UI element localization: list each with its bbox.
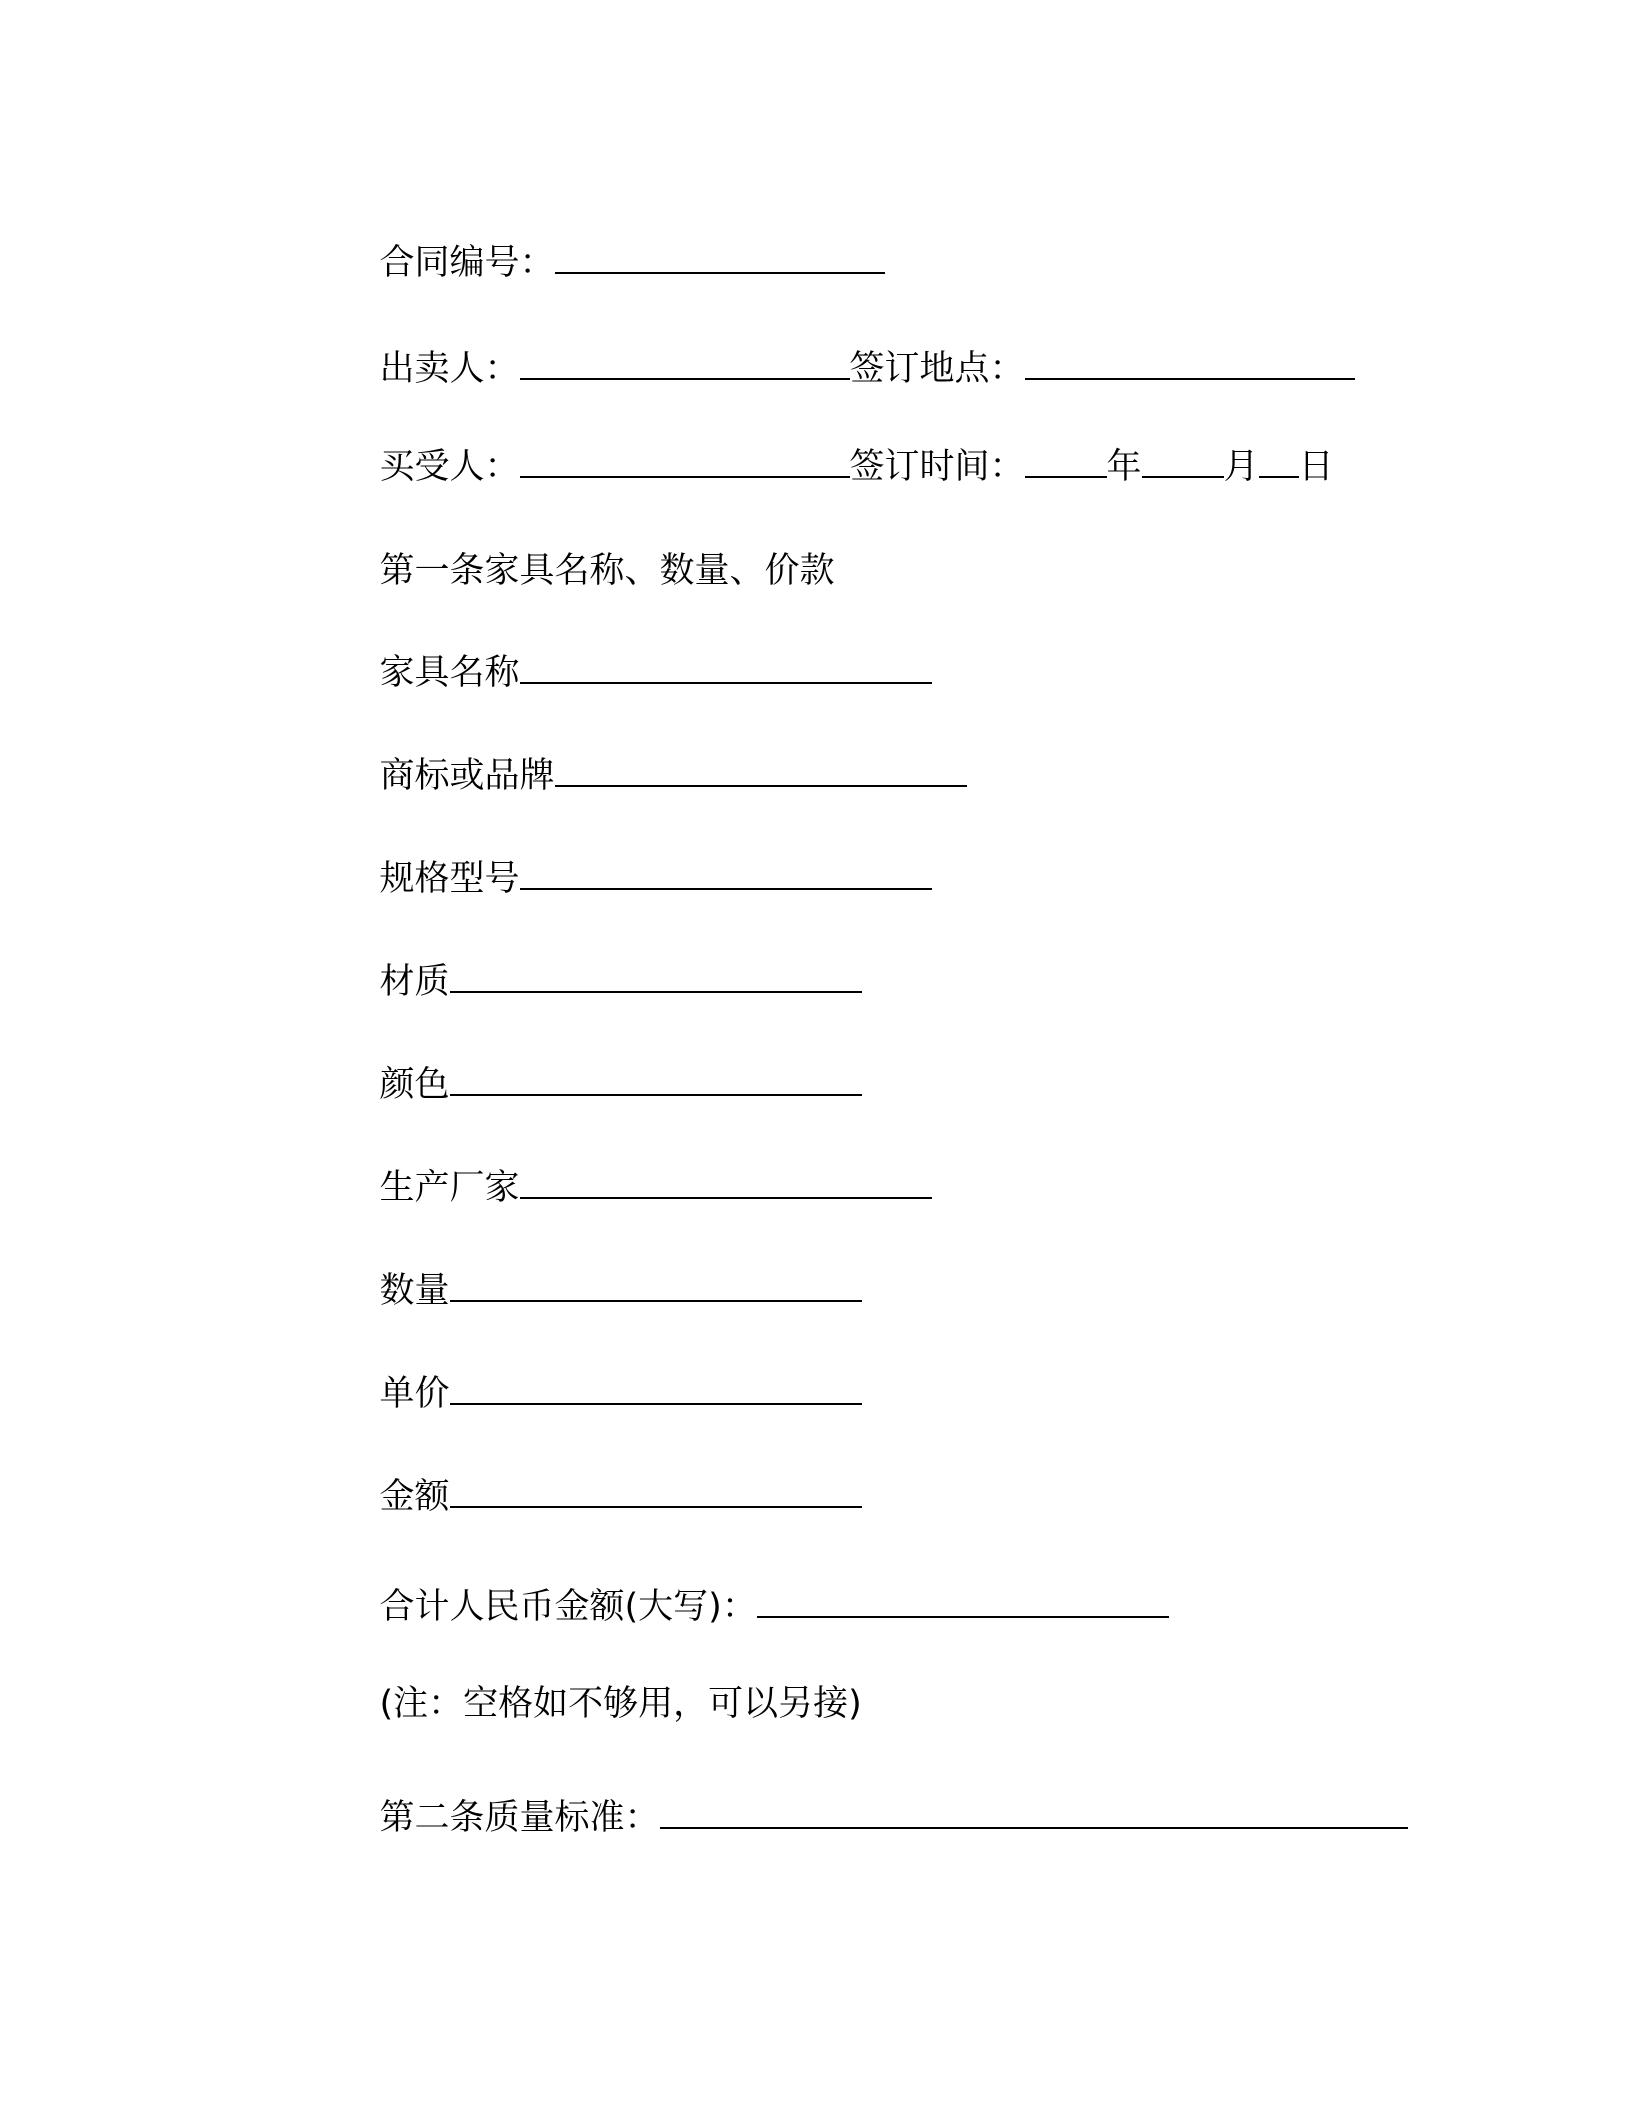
month-label: 月 bbox=[1223, 447, 1259, 487]
sign-day-blank[interactable] bbox=[1259, 446, 1299, 478]
seller-blank[interactable] bbox=[520, 348, 850, 380]
total-label: 合计人民币金额(大写)： bbox=[379, 1587, 757, 1627]
amount-label: 金额 bbox=[379, 1477, 450, 1517]
model-blank[interactable] bbox=[520, 858, 932, 890]
brand-label: 商标或品牌 bbox=[379, 756, 555, 796]
furniture-name-label: 家具名称 bbox=[379, 653, 520, 693]
sign-place-blank[interactable] bbox=[1025, 348, 1355, 380]
unit-price-blank[interactable] bbox=[450, 1373, 862, 1405]
year-label: 年 bbox=[1106, 447, 1142, 487]
quantity-blank[interactable] bbox=[450, 1270, 862, 1302]
color-blank[interactable] bbox=[450, 1064, 862, 1096]
model-label: 规格型号 bbox=[379, 859, 520, 899]
quantity-label: 数量 bbox=[379, 1271, 450, 1311]
buyer-label: 买受人： bbox=[379, 447, 520, 487]
contract-number-label: 合同编号： bbox=[379, 243, 555, 283]
sign-place-label: 签订地点： bbox=[849, 349, 1025, 389]
manufacturer-blank[interactable] bbox=[520, 1167, 932, 1199]
article2-label: 第二条质量标准： bbox=[379, 1798, 660, 1838]
buyer-blank[interactable] bbox=[520, 446, 850, 478]
furniture-name-blank[interactable] bbox=[520, 652, 932, 684]
contract-number-blank[interactable] bbox=[555, 242, 885, 274]
color-label: 颜色 bbox=[379, 1065, 450, 1105]
article1-title-text: 第一条家具名称、数量、价款 bbox=[379, 551, 835, 591]
amount-blank[interactable] bbox=[450, 1476, 862, 1508]
sign-time-label: 签订时间： bbox=[849, 447, 1025, 487]
manufacturer-label: 生产厂家 bbox=[379, 1168, 520, 1208]
seller-label: 出卖人： bbox=[379, 349, 520, 389]
note-row bbox=[335, 1638, 862, 1770]
material-blank[interactable] bbox=[450, 961, 862, 993]
sign-month-blank[interactable] bbox=[1142, 446, 1224, 478]
note-text: (注：空格如不够用，可以另接) bbox=[379, 1684, 862, 1724]
material-label: 材质 bbox=[379, 962, 450, 1002]
unit-price-label: 单价 bbox=[379, 1374, 450, 1414]
article2-row bbox=[335, 1752, 1408, 1884]
day-label: 日 bbox=[1298, 447, 1334, 487]
brand-blank[interactable] bbox=[555, 755, 967, 787]
quality-standard-blank[interactable] bbox=[660, 1797, 1408, 1829]
sign-year-blank[interactable] bbox=[1025, 446, 1107, 478]
total-blank[interactable] bbox=[757, 1586, 1169, 1618]
